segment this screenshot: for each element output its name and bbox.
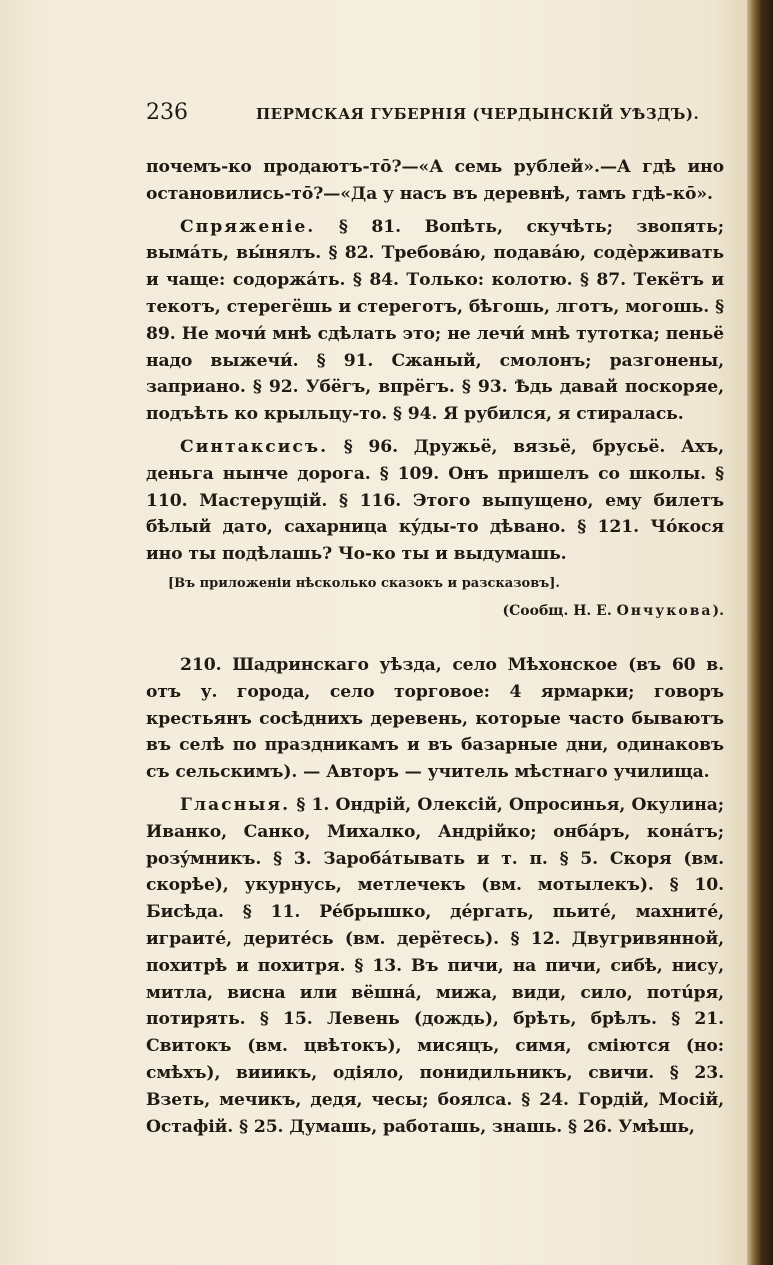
paragraph-1: почемъ-ко продаютъ-тō?—«А семь рублей».—А гдѣ ино остановились-тō?—«Да у насъ въ деревнѣ, тамъ гдѣ-кō».: [146, 157, 724, 204]
syntax-body: § 96. Дружьё, вязьё, брусьё. Ахъ, деньга нынче дорога. § 109. Онъ пришелъ со школы. § 110. Мастерущій. § 116. Этого выпущено, ему билетъ бѣлый дато, сахарница кýды-то дѣвано. § 121. Чóкося ино ты подѣлашь? Чо-ко ты и выдумашь.: [146, 436, 724, 565]
section-gap: [146, 622, 724, 652]
source-name: Ончукова: [616, 602, 713, 619]
source-prefix: (Сообщ. Н. Е.: [502, 602, 612, 619]
running-header: [146, 100, 724, 140]
appendix-note: [Въ приложеніи нѣсколько сказокъ и разсказовъ].: [168, 575, 560, 591]
page-number: 236: [146, 100, 188, 125]
paragraph-conjugation: [146, 214, 724, 428]
section-heading-conjugation: Спряженіе.: [180, 216, 316, 237]
page-content: [146, 100, 724, 1140]
section-heading-vowels: Гласныя.: [180, 794, 291, 815]
paragraph-210: 210. Шадринскаго уѣзда, село Мѣхонское (въ 60 в. отъ у. города, село торговое: 4 ярмарки; говоръ крестьянъ сосѣднихъ деревень, которые часто бываютъ въ селѣ по праздникамъ и въ базарные дни, одинаковъ съ сельскимъ). — Авторъ — учитель мѣстнаго училища.: [146, 654, 724, 783]
conjugation-body: § 81. Вопѣть, скучѣть; звопять; вымáть, вы́нялъ. § 82. Требовáю, подавáю, содѐрживать и чаще: содоржáть. § 84. Только: колотю. § 87. Текётъ и текотъ, стерегёшь и стереготъ, бѣгошь, лготъ, могошь. § 89. Не мочи́ мнѣ сдѣлать это; не лечи́ мнѣ тутотка; пеньё надо выжечи́. § 91. Сжаный, смолонъ; разгонены, заприано. § 92. Убёгъ, впрёгъ. § 93. Ѣдь давай поскоряе, подъѣть ко крыльцу-то. § 94. Я рубился, я стиралась.: [146, 216, 724, 425]
section-heading-syntax: Синтаксисъ.: [180, 436, 329, 457]
paragraph-syntax: [146, 434, 724, 568]
source-suffix: ).: [712, 602, 724, 619]
paragraph-vowels: [146, 792, 724, 1140]
vowels-body: § 1. Ондрій, Олексій, Опросинья, Окулина; Иванко, Санко, Михалко, Андрійко; онбáръ, конáтъ; розýмникъ. § 3. Заробáтывать и т. п. § 5. Скоря (вм. скорѣе), укурнусь, метлечекъ (вм. мотылекъ). § 10. Бисѣда. § 11. Рéбрышко, дéргать, пьитé, махнитé, играитé, деритéсь (вм. дерётесь). § 12. Двугривянной, похитрѣ и похитря. § 13. Въ пичи, на пичи, сибѣ, нису, митла, висна или вёшнá, мижа, види, сило, потúря, потирять. § 15. Левень (дождь), брѣть, брѣлъ. § 21. Свитокъ (вм. цвѣтокъ), мисяцъ, симя, сміются (но: смѣхъ), вииикъ, одіяло, понидильникъ, свичи. § 23. Взеть, мечикъ, дедя, чесы; боялса. § 24. Гордій, Мосій, Остафій. § 25. Думашь, работашь, знашь. § 26. Умѣшь,: [146, 794, 724, 1137]
running-title: ПЕРМСКАЯ ГУБЕРНІЯ (ЧЕРДЫНСКІЙ УѢЗДЪ).: [256, 105, 700, 123]
book-spine-edge: [747, 0, 773, 1265]
source-credit: [146, 600, 724, 622]
